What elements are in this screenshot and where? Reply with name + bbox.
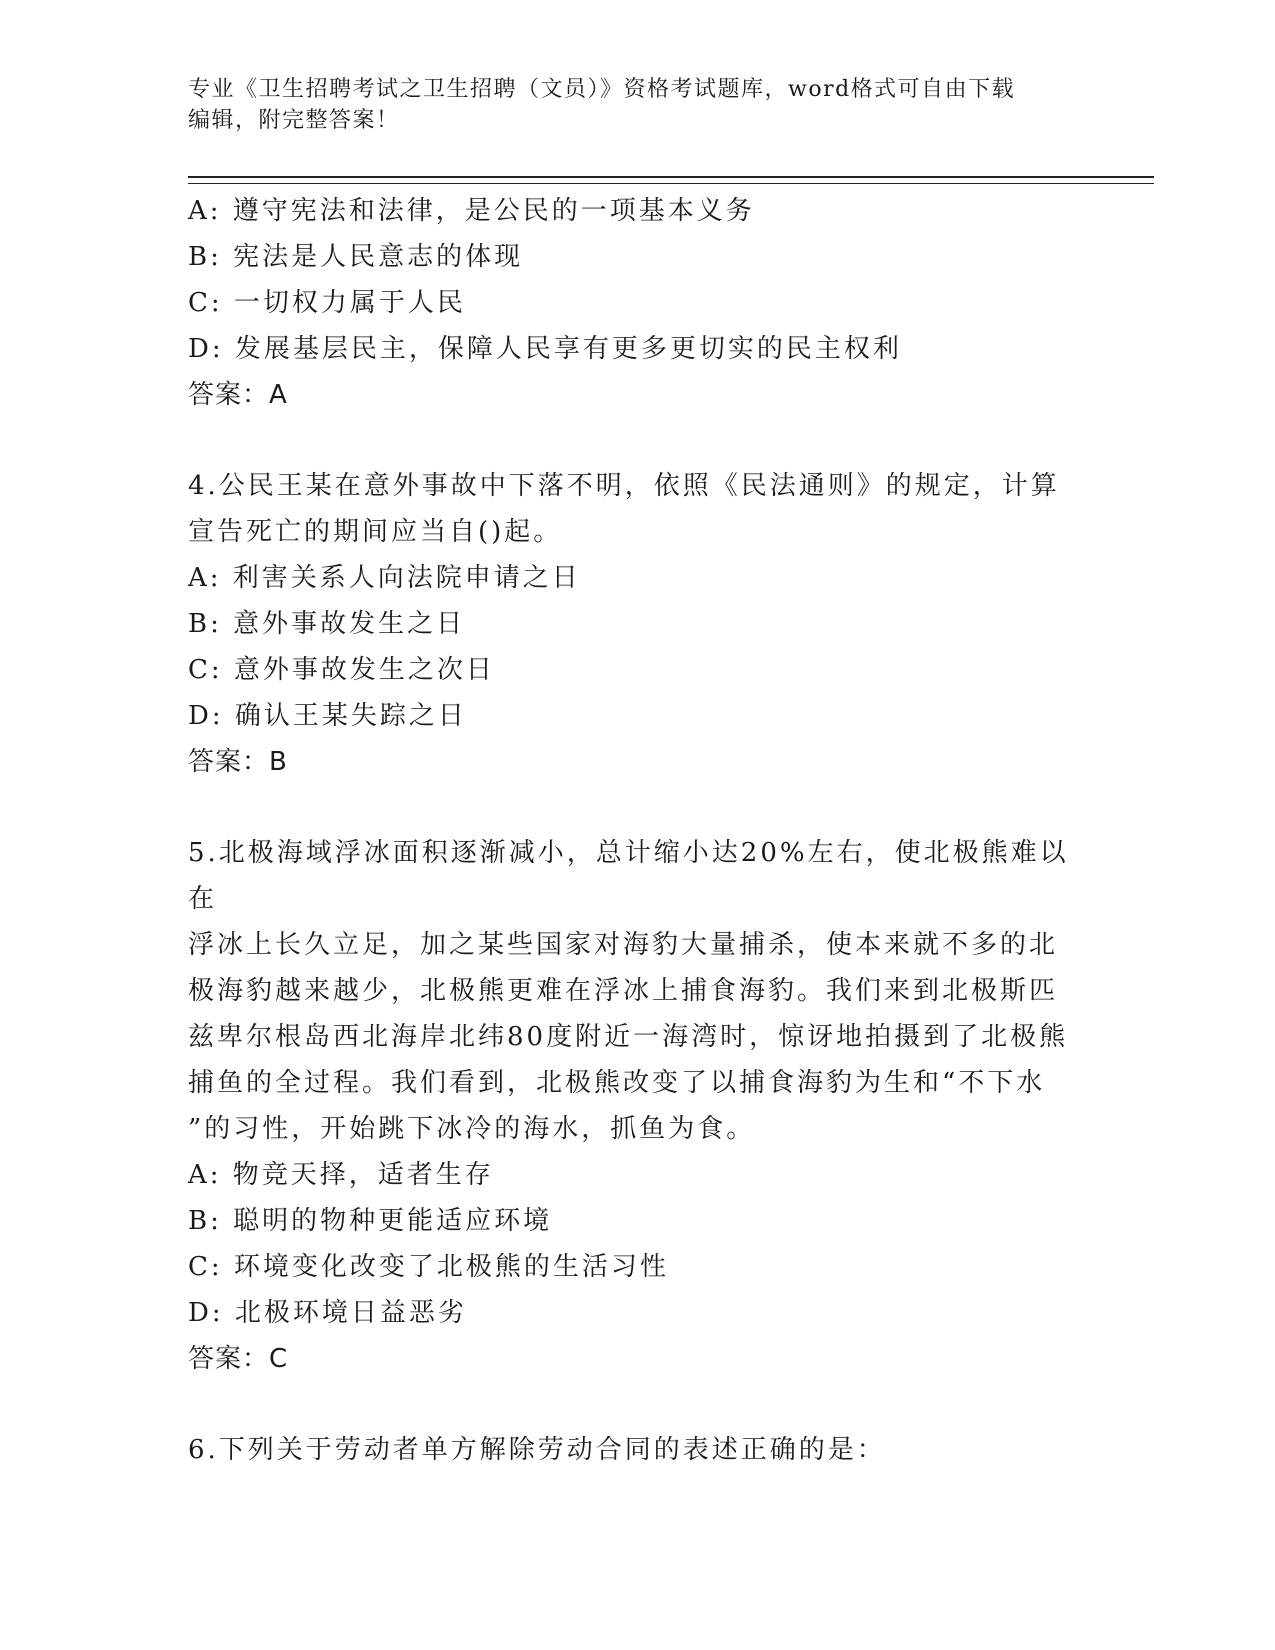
option-c: C: 意外事故发生之次日 (188, 655, 495, 685)
question-stem-line: ”的习性，开始跳下冰冷的海水，抓鱼为食。 (188, 1114, 756, 1144)
header-divider-thick (188, 176, 1154, 178)
option-d: D: 发展基层民主，保障人民享有更多更切实的民主权利 (188, 334, 902, 364)
option-b: B: 聪明的物种更能适应环境 (188, 1206, 553, 1236)
question-3 (188, 188, 1088, 418)
option-a: A: 遵守宪法和法律，是公民的一项基本义务 (188, 196, 755, 226)
page-header (188, 74, 1088, 136)
question-stem-line: 捕鱼的全过程。我们看到，北极熊改变了以捕食海豹为生和“不下水 (188, 1068, 1046, 1098)
question-stem-line: 5.北极海域浮冰面积逐渐减小，总计缩小达20%左右，使北极熊难以在 (188, 838, 1069, 914)
option-a: A: 利害关系人向法院申请之日 (188, 563, 581, 593)
answer-label: 答案：B (188, 747, 288, 777)
question-stem-line: 浮冰上长久立足，加之某些国家对海豹大量捕杀，使本来就不多的北 (188, 930, 1059, 960)
option-c: C: 环境变化改变了北极熊的生活习性 (188, 1252, 669, 1282)
header-divider-thin (188, 183, 1154, 184)
option-c: C: 一切权力属于人民 (188, 288, 466, 318)
answer-label: 答案：C (188, 1344, 289, 1374)
header-line-1: 专业《卫生招聘考试之卫生招聘（文员）》资格考试题库，word格式可自由下载 (188, 77, 1016, 102)
question-stem-line: 极海豹越来越少，北极熊更难在浮冰上捕食海豹。我们来到北极斯匹 (188, 976, 1059, 1006)
question-content (188, 188, 1088, 1473)
option-d: D: 确认王某失踪之日 (188, 701, 467, 731)
header-line-2: 编辑，附完整答案！ (188, 108, 400, 133)
option-b: B: 意外事故发生之日 (188, 609, 466, 639)
option-a: A: 物竞天择，适者生存 (188, 1160, 494, 1190)
option-d: D: 北极环境日益恶劣 (188, 1298, 467, 1328)
question-4 (188, 463, 1088, 785)
option-b: B: 宪法是人民意志的体现 (188, 242, 524, 272)
question-5 (188, 830, 1088, 1382)
question-stem-line: 兹卑尔根岛西北海岸北纬80度附近一海湾时，惊讶地拍摄到了北极熊 (188, 1022, 1069, 1052)
question-stem-line: 6.下列关于劳动者单方解除劳动合同的表述正确的是： (188, 1435, 886, 1465)
question-stem-line: 4.公民王某在意外事故中下落不明，依照《民法通则》的规定，计算 (188, 471, 1060, 501)
answer-label: 答案：A (188, 380, 288, 410)
question-6 (188, 1427, 1088, 1473)
question-stem-line: 宣告死亡的期间应当自()起。 (188, 517, 563, 547)
